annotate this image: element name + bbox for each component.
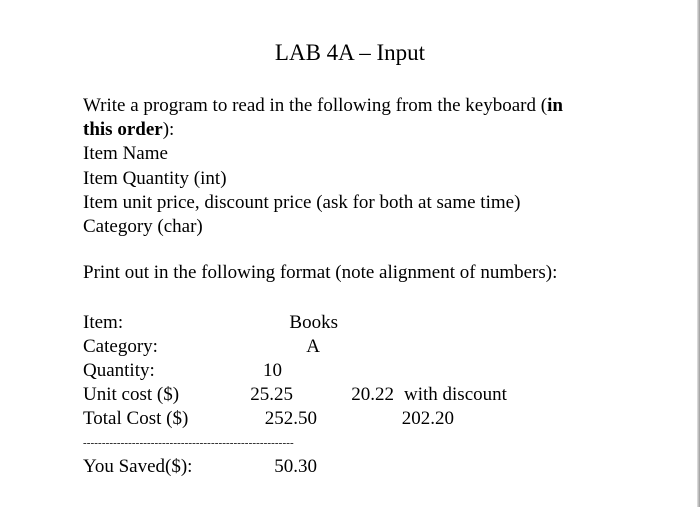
instructions-line-1: [83, 94, 643, 118]
instructions-paragraph: [83, 94, 643, 239]
input-item-prices: Item unit price, discount price (ask for both at same time): [83, 191, 521, 213]
dashed-divider: --------------------------------------------------------: [83, 437, 294, 449]
quantity-value: 10: [263, 360, 282, 381]
instructions-emphasis-in: in: [547, 95, 563, 116]
category-label: Category:: [83, 336, 158, 357]
discount-note: with discount: [404, 384, 507, 405]
category-value: A: [306, 336, 320, 357]
quantity-label: Quantity:: [83, 360, 155, 381]
total-cost-value: 252.50: [264, 408, 317, 429]
item-label: Item:: [83, 312, 124, 333]
saved-value: 50.30: [274, 456, 317, 477]
total-discount-value: 202.20: [401, 408, 454, 429]
input-item-category: Category (char): [83, 216, 203, 238]
instructions-emphasis-order: this order: [83, 119, 163, 141]
instructions-line-2-tail: ):: [162, 119, 175, 141]
item-value: Books: [289, 312, 338, 333]
instructions-intro: Write a program to read in the following from the keyboard (: [83, 95, 548, 116]
instructions-line-2: [83, 118, 643, 142]
input-item-quantity: Item Quantity (int): [83, 167, 227, 189]
unit-discount-value: 20.22: [351, 384, 394, 405]
page-title: LAB 4A – Input: [274, 40, 426, 65]
unit-cost-value: 25.25: [250, 384, 293, 405]
saved-label: You Saved($):: [83, 456, 193, 477]
input-item-name: Item Name: [83, 143, 168, 165]
unit-cost-label: Unit cost ($): [83, 384, 180, 405]
total-cost-label: Total Cost ($): [83, 408, 189, 429]
format-intro: Print out in the following format (note alignment of numbers):: [83, 262, 558, 283]
